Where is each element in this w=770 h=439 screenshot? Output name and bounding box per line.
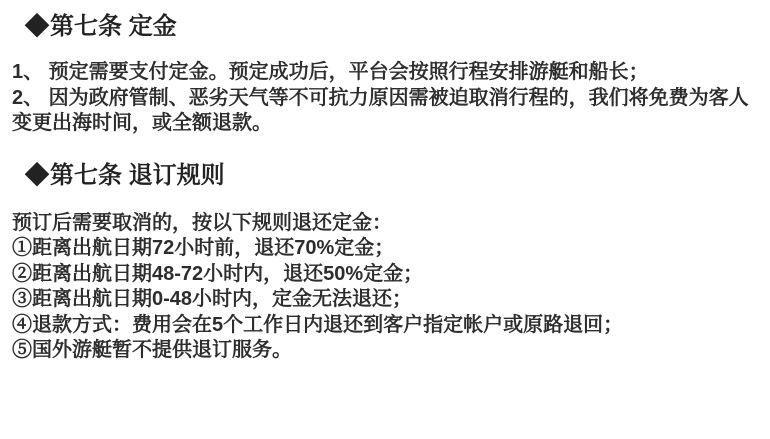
section-cancellation-body [12, 211, 758, 364]
section-deposit-body [12, 60, 758, 137]
deposit-rule-1: 1、 预定需要支付定金。预定成功后，平台会按照行程安排游艇和船长； [12, 61, 649, 83]
section-cancellation [0, 161, 770, 364]
cancellation-intro: 预订后需要取消的，按以下规则退还定金： [12, 211, 392, 234]
cancellation-rule-4: ④退款方式：费用会在5个工作日内退还到客户指定帐户或原路退回； [12, 313, 624, 336]
diamond-bullet-icon: ◆ [25, 161, 49, 189]
section-deposit [0, 12, 770, 137]
diamond-bullet-icon: ◆ [25, 13, 49, 40]
section-cancellation-heading [25, 161, 770, 191]
cancellation-rule-1: ①距离出航日期72小时前，退还70%定金； [12, 237, 395, 259]
section-cancellation-title: 第七条 退订规则 [50, 161, 225, 189]
deposit-rule-2: 2、 因为政府管制、恶劣天气等不可抗力原因需被迫取消行程的，我们将免费为客人变更出海时间，或全额退款。 [12, 86, 749, 134]
cancellation-rule-5: ⑤国外游艇暂不提供退订服务。 [12, 339, 292, 361]
cancellation-rule-3: ③距离出航日期0-48小时内，定金无法退还； [12, 288, 413, 310]
section-deposit-heading [25, 12, 770, 42]
cancellation-rule-2: ②距离出航日期48-72小时内，退还50%定金； [12, 262, 424, 285]
section-deposit-title: 第七条 定金 [50, 13, 177, 40]
